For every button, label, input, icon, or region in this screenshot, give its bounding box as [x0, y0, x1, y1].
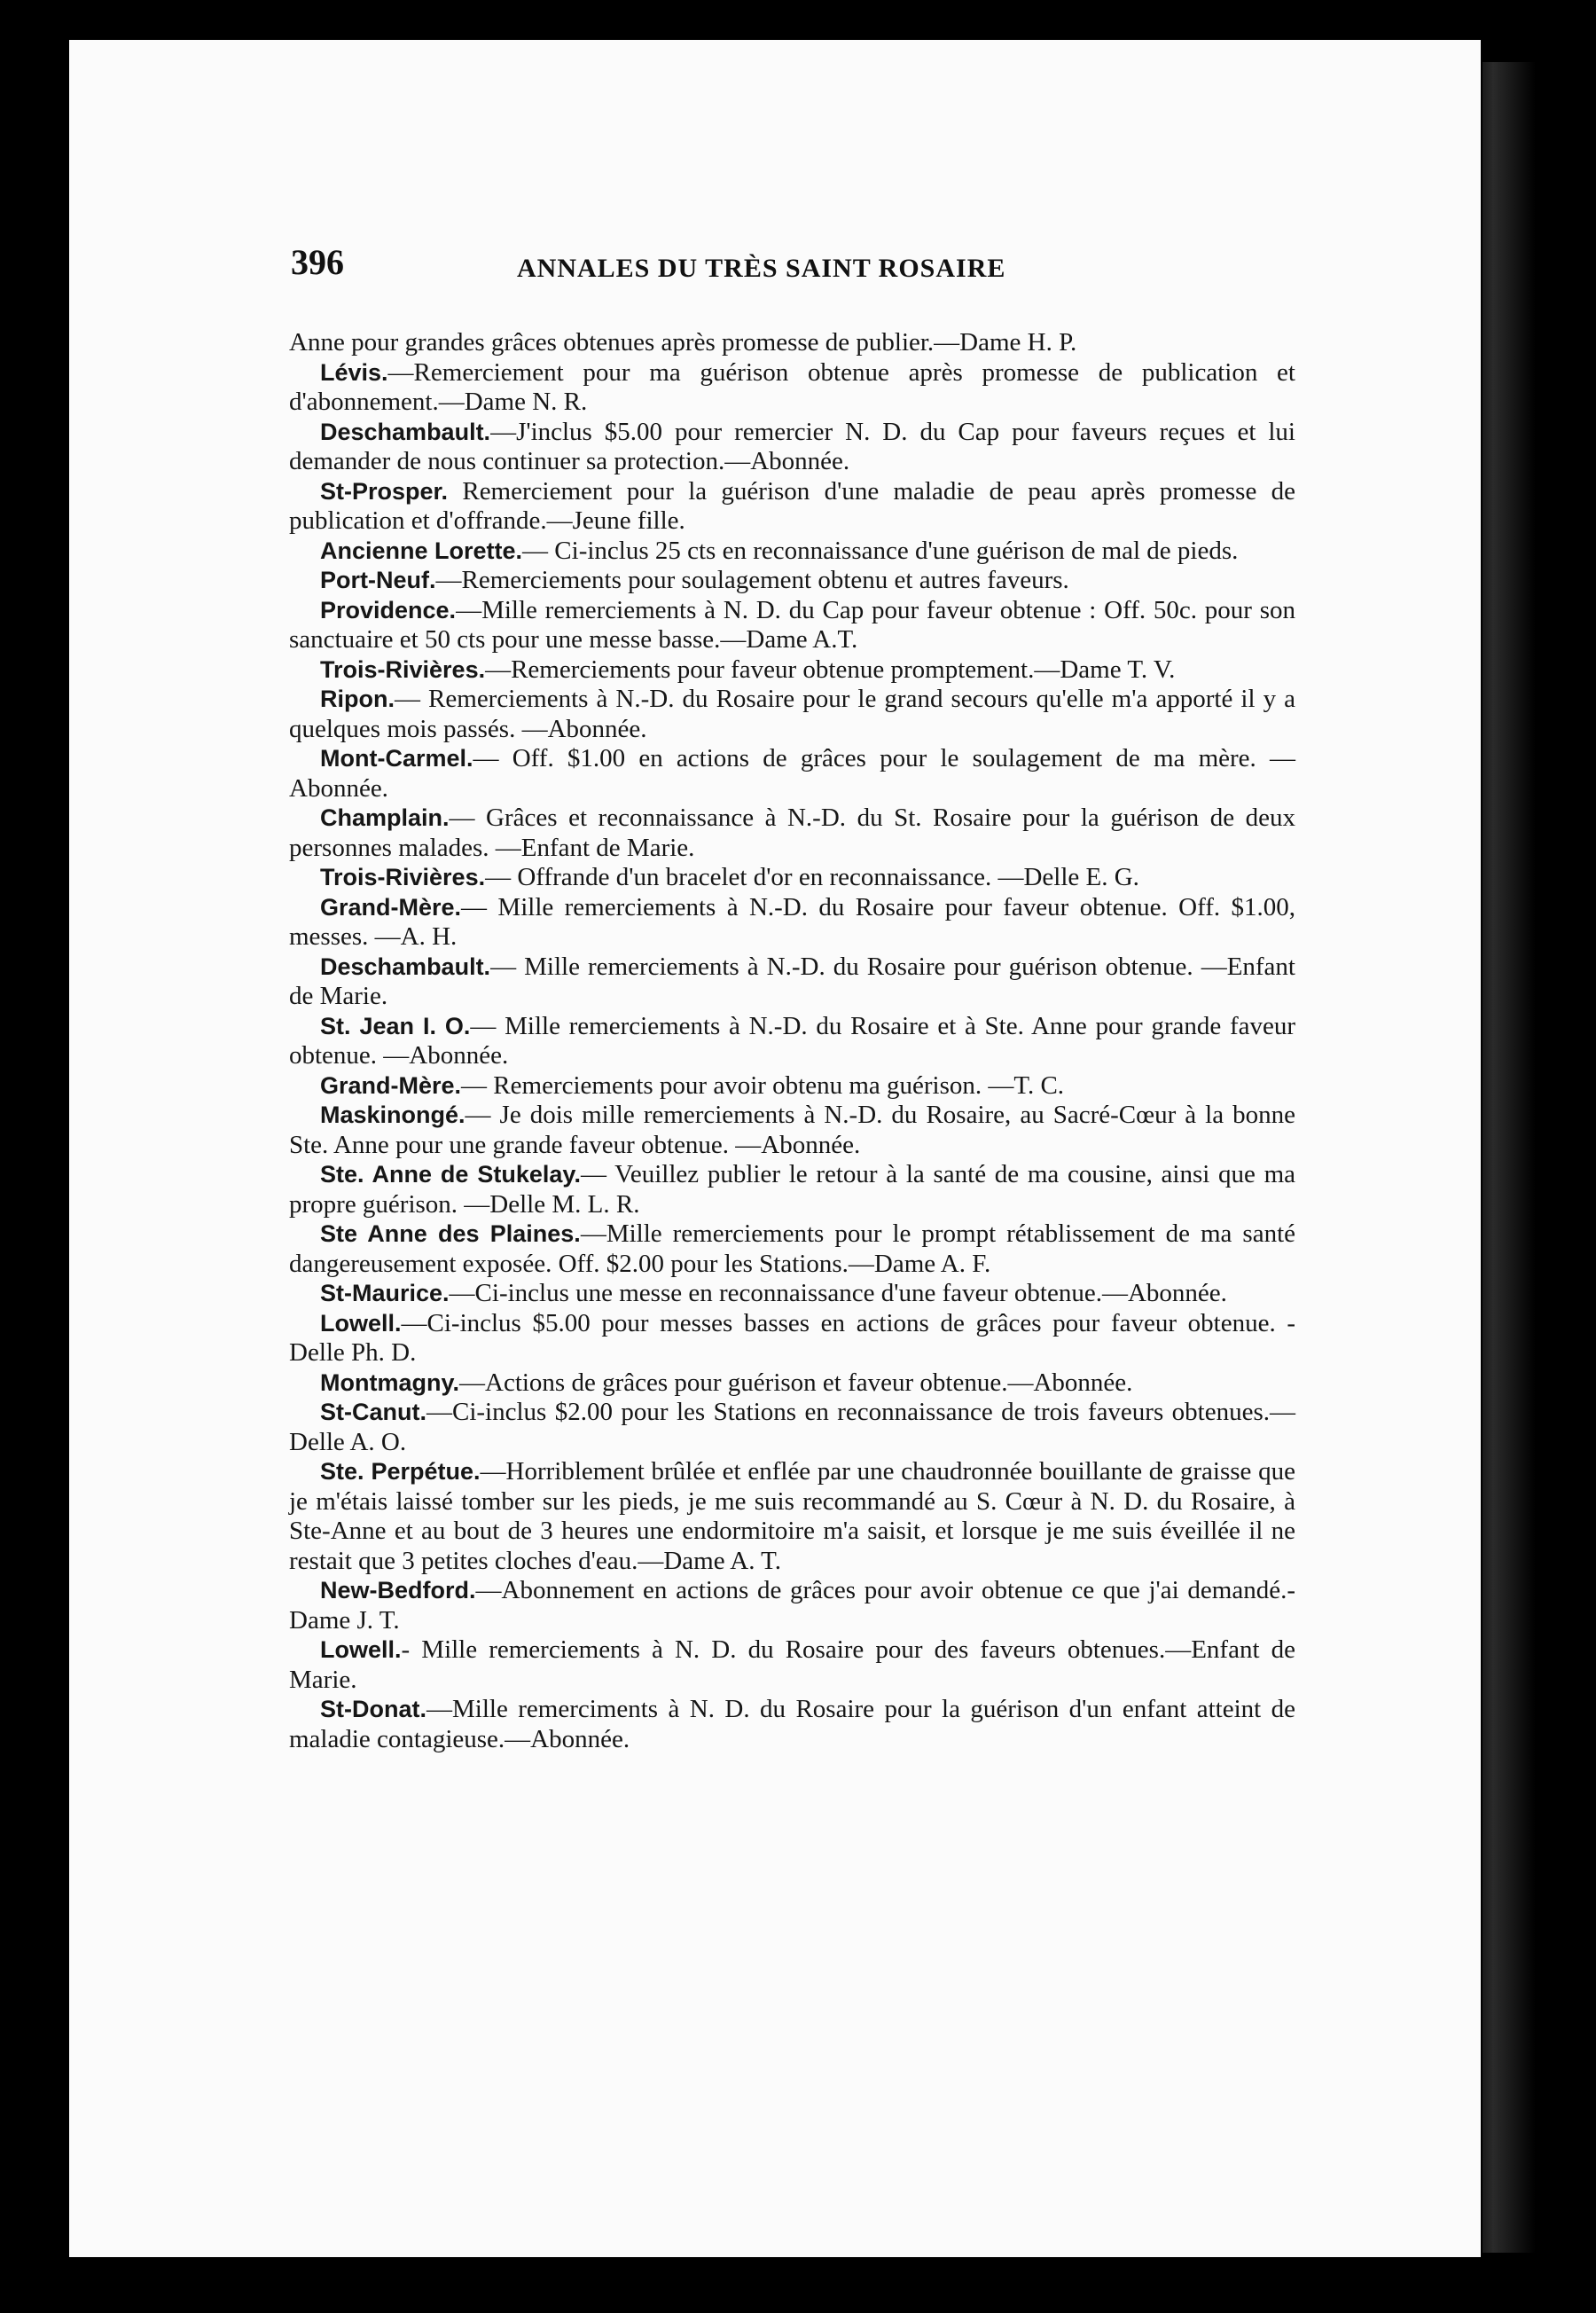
entry-place: Montmagny. — [320, 1368, 459, 1396]
entry — [289, 893, 1295, 953]
entry — [289, 1101, 1295, 1160]
entry — [289, 1160, 1295, 1219]
entry-place: Ste. Perpétue. — [320, 1458, 481, 1485]
entry-place: Lowell. — [320, 1636, 402, 1663]
entry — [289, 477, 1295, 537]
entry-place: New-Bedford. — [320, 1577, 476, 1603]
entry — [289, 537, 1295, 567]
entry-place: Providence. — [320, 596, 457, 623]
entry-text: —Remerciements pour faveur obtenue promptement.—Dame T. V. — [485, 655, 1176, 684]
entry — [289, 685, 1295, 744]
entry — [289, 744, 1295, 804]
entry-place: St-Donat. — [320, 1696, 426, 1722]
entry-place: Grand-Mère. — [320, 1071, 462, 1099]
entry — [289, 1279, 1295, 1309]
entry-text: —Mille remerciements à N. D. du Cap pour faveur obtenue : Off. 50c. pour son sanctuaire et 50 cts pour une messe basse.—Dame A.T. — [289, 595, 1295, 654]
entry — [289, 863, 1295, 893]
entry-place: Ste Anne des Plaines. — [320, 1220, 581, 1247]
entry-text: —Ci-inclus $5.00 pour messes basses en actions de grâces pour faveur obtenue. - Delle Ph. D. — [289, 1308, 1295, 1367]
entry-text: — Mille remerciements à N.-D. du Rosaire et à Ste. Anne pour grande faveur obtenue. —Abonnée. — [289, 1011, 1296, 1070]
entry-place: St. Jean I. O. — [320, 1012, 471, 1039]
entry-place: Trois-Rivières. — [320, 655, 486, 683]
entry — [289, 566, 1295, 596]
page-edge-shadow — [1483, 62, 1596, 2253]
entry — [289, 1695, 1295, 1754]
entry-place: Ste. Anne de Stukelay. — [320, 1161, 581, 1188]
entry-text: —Mille remerciements pour le prompt rétablissement de ma santé dangereusement exposée. Off. $2.00 pour les Stations.—Dame A. F. — [289, 1219, 1295, 1278]
entry-place: Champlain. — [320, 804, 450, 831]
entry-place: Lowell. — [320, 1309, 402, 1337]
entry-text: —Mille remerciments à N. D. du Rosaire pour la guérison d'un enfant atteint de maladie contagieuse.—Abonnée. — [289, 1695, 1295, 1753]
entry-text: — Remerciements pour avoir obtenu ma guérison. —T. C. — [461, 1070, 1065, 1100]
entry-text: Anne pour grandes grâces obtenues après promesse de publier.—Dame H. P. — [289, 328, 1077, 357]
entry-text: — Veuillez publier le retour à la santé de ma cousine, ainsi que ma propre guérison. —Delle M. L. R. — [289, 1160, 1295, 1219]
entry — [289, 418, 1295, 477]
entry-place: Deschambault. — [320, 953, 491, 980]
entry-text: — Je dois mille remerciements à N.-D. du Rosaire, au Sacré-Cœur à la bonne Ste. Anne pour une grande faveur obtenue. —Abonnée. — [289, 1101, 1295, 1159]
entry-place: St-Canut. — [320, 1399, 426, 1425]
entry — [289, 804, 1295, 863]
entry-place: Maskinongé. — [320, 1102, 466, 1128]
entry-text: —Abonnement en actions de grâces pour avoir obtenue ce que j'ai demandé.- Dame J. T. — [289, 1576, 1295, 1635]
entry-place: Lévis. — [320, 358, 388, 386]
entry — [289, 1398, 1295, 1457]
page-number: 396 — [291, 242, 344, 282]
entry — [289, 1368, 1295, 1399]
entry — [289, 1635, 1295, 1695]
entry-text: —Remerciements pour soulagement obtenu et autres faveurs. — [435, 566, 1069, 594]
entry — [289, 1576, 1295, 1635]
entry-place: Ripon. — [320, 686, 395, 712]
entry-place: Port-Neuf. — [320, 567, 436, 593]
entry-text: —Horriblement brûlée et enflée par une chaudronnée bouillante de graisse que je m'étais laissé tomber sur les pieds, je me suis recommandé au S. Cœur à N. D. du Rosaire, à Ste-Anne et au bout de 3 heures une endormitoire m'a saisit, et lorsque je me suis éveillée il ne restait que 3 petites cloches d'eau.—Dame A. T. — [289, 1457, 1296, 1575]
entry — [289, 328, 1295, 358]
entry-place: St-Maurice. — [320, 1280, 450, 1306]
entry-place: St-Prosper. — [320, 477, 449, 505]
entry-text: —Actions de grâces pour guérison et faveur obtenue.—Abonnée. — [459, 1368, 1133, 1397]
entry-place: Deschambault. — [320, 418, 491, 445]
entry — [289, 1071, 1295, 1102]
entry-text: — Offrande d'un bracelet d'or en reconnaissance. —Delle E. G. — [485, 863, 1139, 891]
entry-place: Grand-Mère. — [320, 893, 462, 921]
entry-place: Ancienne Lorette. — [320, 537, 523, 564]
running-title: ANNALES DU TRÈS SAINT ROSAIRE — [517, 254, 1006, 283]
entry — [289, 1309, 1295, 1368]
entry — [289, 1457, 1295, 1576]
entry-text: Remerciement pour la guérison d'une maladie de peau après promesse de publication et d'offrande.—Jeune fille. — [289, 476, 1295, 535]
entry-place: Mont-Carmel. — [320, 745, 473, 772]
entry — [289, 358, 1295, 418]
entries-list — [289, 328, 1295, 1754]
entry-text: — Mille remerciements à N.-D. du Rosaire pour guérison obtenue. —Enfant de Marie. — [289, 952, 1295, 1010]
entry — [289, 1012, 1295, 1071]
entry-text: — Ci-inclus 25 cts en reconnaissance d'une guérison de mal de pieds. — [522, 536, 1239, 565]
entry-text: —Ci-inclus $2.00 pour les Stations en reconnaissance de trois faveurs obtenues.—Delle A. O. — [289, 1398, 1295, 1456]
page-header — [291, 241, 1089, 286]
entry — [289, 596, 1295, 655]
entry — [289, 1219, 1295, 1279]
entry-text: - Mille remerciements à N. D. du Rosaire pour des faveurs obtenues.—Enfant de Marie. — [289, 1635, 1295, 1694]
entry — [289, 953, 1295, 1012]
entry-place: Trois-Rivières. — [320, 864, 486, 890]
entry-text: —Remerciement pour ma guérison obtenue après promesse de publication et d'abonnement.—Dame N. R. — [289, 357, 1295, 416]
entry-text: —J'inclus $5.00 pour remercier N. D. du Cap pour faveurs reçues et lui demander de nous continuer sa protection.—Abonnée. — [289, 417, 1295, 475]
entry-text: — Remerciements à N.-D. du Rosaire pour le grand secours qu'elle m'a apporté il y a quelques mois passés. —Abonnée. — [289, 685, 1295, 743]
entry-text: —Ci-inclus une messe en reconnaissance d'une faveur obtenue.—Abonnée. — [449, 1279, 1227, 1307]
entry-text: — Off. $1.00 en actions de grâces pour le soulagement de ma mère. —Abonnée. — [289, 744, 1295, 803]
entry-text: — Mille remerciements à N.-D. du Rosaire pour faveur obtenue. Off. $1.00, messes. —A. H. — [289, 892, 1295, 951]
entry-text: — Grâces et reconnaissance à N.-D. du St. Rosaire pour la guérison de deux personnes malades. —Enfant de Marie. — [289, 804, 1295, 862]
entry — [289, 655, 1295, 686]
